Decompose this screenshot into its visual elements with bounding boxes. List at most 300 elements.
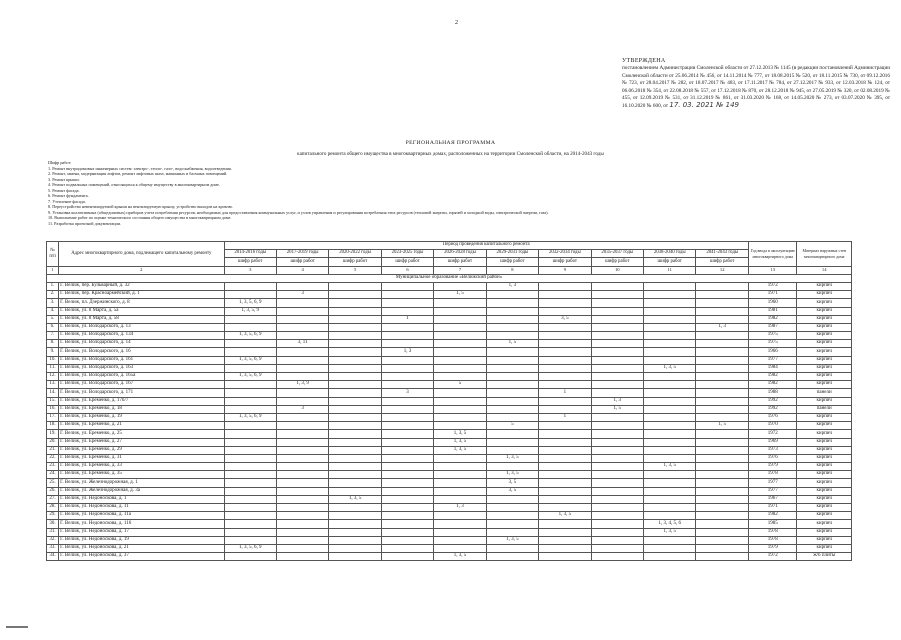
row-cipher-cell	[224, 495, 276, 503]
row-number: 24.	[47, 471, 59, 479]
row-material: кирпич	[797, 397, 852, 405]
row-cipher-cell	[644, 315, 696, 323]
cipher-label: шифр работ	[591, 258, 643, 266]
row-cipher-cell	[696, 356, 749, 364]
row-cipher-cell	[329, 405, 381, 413]
row-cipher-cell	[539, 479, 591, 487]
row-cipher-cell	[434, 536, 486, 544]
row-number: 23.	[47, 463, 59, 471]
row-address: Г. Велиж, ул. Недоноскова, д. 11	[59, 504, 224, 512]
scan-mark	[6, 626, 28, 628]
row-material: кирпич	[797, 307, 852, 315]
row-address: Г. Велиж, ул. Недоноскова, д. 37	[59, 553, 224, 561]
row-cipher-cell	[381, 332, 433, 340]
row-cipher-cell: 1, 3	[434, 504, 486, 512]
row-cipher-cell	[486, 356, 538, 364]
row-address: Г. Велиж, ул. Недоноскова, д. 11а	[59, 512, 224, 520]
row-year: 1972	[749, 553, 797, 561]
row-material: панели	[797, 389, 852, 397]
header-number: № п/п	[47, 242, 59, 267]
row-year: 1971	[749, 291, 797, 299]
row-cipher-cell	[381, 323, 433, 331]
row-address: Г. Велиж, ул. Володарского, д. 161	[59, 356, 224, 364]
row-year: 1977	[749, 487, 797, 495]
row-cipher-cell	[644, 471, 696, 479]
row-material: ж/б плиты	[797, 553, 852, 561]
row-cipher-cell	[644, 340, 696, 348]
row-cipher-cell	[434, 512, 486, 520]
period-header: 2026-2028 годы	[434, 250, 486, 258]
table-row	[47, 332, 852, 340]
row-cipher-cell	[486, 315, 538, 323]
row-cipher-cell	[539, 397, 591, 405]
row-year: 1970	[749, 422, 797, 430]
row-cipher-cell	[591, 520, 643, 528]
row-cipher-cell	[381, 340, 433, 348]
table-row	[47, 528, 852, 536]
row-number: 29.	[47, 512, 59, 520]
row-year: 1973	[749, 446, 797, 454]
table-row	[47, 471, 852, 479]
row-cipher-cell	[276, 495, 328, 503]
row-cipher-cell	[329, 504, 381, 512]
row-cipher-cell	[591, 282, 643, 290]
row-cipher-cell	[644, 323, 696, 331]
row-cipher-cell	[434, 487, 486, 495]
row-cipher-cell: 1, 5	[696, 422, 749, 430]
table-row	[47, 446, 852, 454]
row-cipher-cell	[381, 422, 433, 430]
row-cipher-cell	[381, 504, 433, 512]
period-header: 2035-2037 годы	[591, 250, 643, 258]
cipher-line: 4. Ремонт подвальных помещений, относящихся к общему имуществу в многоквартирном доме.	[48, 182, 220, 188]
row-cipher-cell	[591, 495, 643, 503]
row-cipher-cell	[329, 307, 381, 315]
row-cipher-cell	[696, 553, 749, 561]
row-address: Г. Велиж, ул. Железнодорожная, д. 3а	[59, 487, 224, 495]
row-cipher-cell: 1, 3, 5, 6, 9	[224, 356, 276, 364]
row-cipher-cell	[591, 299, 643, 307]
row-address: Г. Велиж, ул. Еременко, д. 33	[59, 463, 224, 471]
row-cipher-cell	[696, 315, 749, 323]
cipher-label: шифр работ	[486, 258, 538, 266]
row-year: 1982	[749, 381, 797, 389]
row-cipher-cell	[434, 413, 486, 421]
row-material: кирпич	[797, 323, 852, 331]
row-cipher-cell	[539, 364, 591, 372]
row-cipher-cell	[224, 348, 276, 356]
row-address: Г. Велиж, ул. Еременко, д. 31	[59, 454, 224, 462]
row-cipher-cell	[329, 512, 381, 520]
row-cipher-cell	[486, 446, 538, 454]
row-cipher-cell	[644, 487, 696, 495]
row-cipher-cell	[224, 430, 276, 438]
row-cipher-cell	[539, 471, 591, 479]
row-cipher-cell	[224, 364, 276, 372]
row-cipher-cell	[329, 364, 381, 372]
row-cipher-cell	[486, 512, 538, 520]
row-number: 6.	[47, 323, 59, 331]
row-number: 1.	[47, 282, 59, 290]
row-number: 7.	[47, 332, 59, 340]
table-row	[47, 381, 852, 389]
row-cipher-cell	[539, 544, 591, 552]
row-cipher-cell	[381, 413, 433, 421]
row-cipher-cell: 1, 3, 9	[276, 381, 328, 389]
row-year: 1971	[749, 504, 797, 512]
row-cipher-cell	[486, 389, 538, 397]
period-header: 2020-2022 годы	[329, 250, 381, 258]
row-cipher-cell	[276, 553, 328, 561]
row-cipher-cell	[276, 389, 328, 397]
row-cipher-cell	[696, 504, 749, 512]
table-row	[47, 340, 852, 348]
row-cipher-cell	[224, 454, 276, 462]
row-cipher-cell	[224, 471, 276, 479]
row-year: 1966	[749, 348, 797, 356]
row-cipher-cell	[591, 454, 643, 462]
row-cipher-cell	[539, 438, 591, 446]
row-cipher-cell	[224, 528, 276, 536]
row-cipher-cell	[381, 536, 433, 544]
row-cipher-cell	[276, 323, 328, 331]
row-cipher-cell	[591, 364, 643, 372]
column-number: 12	[696, 266, 749, 274]
row-cipher-cell: 1, 3, 5, 6, 9	[224, 299, 276, 307]
table-row	[47, 438, 852, 446]
row-cipher-cell	[224, 536, 276, 544]
table-row	[47, 487, 852, 495]
row-cipher-cell	[329, 463, 381, 471]
row-cipher-cell	[539, 348, 591, 356]
row-cipher-cell	[644, 356, 696, 364]
row-material: кирпич	[797, 291, 852, 299]
row-cipher-cell	[696, 397, 749, 405]
row-material: кирпич	[797, 381, 852, 389]
row-number: 12.	[47, 373, 59, 381]
row-cipher-cell	[381, 487, 433, 495]
row-cipher-cell	[381, 553, 433, 561]
row-cipher-cell	[224, 479, 276, 487]
row-cipher-cell	[591, 315, 643, 323]
row-cipher-cell	[276, 282, 328, 290]
row-cipher-cell: 1, 3	[591, 397, 643, 405]
row-cipher-cell	[486, 323, 538, 331]
row-cipher-cell	[644, 553, 696, 561]
row-cipher-cell	[224, 381, 276, 389]
row-cipher-cell	[644, 446, 696, 454]
row-cipher-cell	[696, 495, 749, 503]
cipher-label: шифр работ	[539, 258, 591, 266]
row-cipher-cell	[696, 454, 749, 462]
row-cipher-cell	[591, 323, 643, 331]
row-cipher-cell	[276, 487, 328, 495]
row-year: 1982	[749, 512, 797, 520]
period-header: 2023-2025 годы	[381, 250, 433, 258]
row-material: кирпич	[797, 413, 852, 421]
header-material: Материал наружных стен многоквартирного дома	[797, 242, 852, 267]
row-cipher-cell: 1, 3, 5, 9	[224, 307, 276, 315]
row-number: 19.	[47, 430, 59, 438]
period-header: 2038-2040 годы	[644, 250, 696, 258]
row-address: Г. Велиж, пер. Красноармейский, д. 1	[59, 291, 224, 299]
page-number: 2	[455, 20, 458, 26]
row-number: 13.	[47, 381, 59, 389]
row-cipher-cell	[696, 405, 749, 413]
row-cipher-cell	[539, 463, 591, 471]
row-cipher-cell	[329, 348, 381, 356]
row-cipher-cell: 3	[276, 291, 328, 299]
row-cipher-cell	[224, 520, 276, 528]
row-cipher-cell	[329, 479, 381, 487]
row-cipher-cell	[329, 454, 381, 462]
row-cipher-cell	[696, 340, 749, 348]
row-cipher-cell	[644, 422, 696, 430]
row-cipher-cell	[591, 332, 643, 340]
table-row	[47, 536, 852, 544]
row-material: кирпич	[797, 332, 852, 340]
table-row	[47, 282, 852, 290]
row-cipher-cell	[591, 536, 643, 544]
row-number: 30.	[47, 520, 59, 528]
row-cipher-cell	[696, 536, 749, 544]
row-cipher-cell	[276, 348, 328, 356]
column-number: 5	[329, 266, 381, 274]
header-period: Период проведения капитального ремонта	[224, 242, 749, 250]
row-cipher-cell	[434, 364, 486, 372]
row-cipher-cell	[224, 389, 276, 397]
row-address: Г. Велиж, пер. Бульварный, д. 32	[59, 282, 224, 290]
row-cipher-cell	[434, 520, 486, 528]
cipher-label: шифр работ	[696, 258, 749, 266]
row-material: кирпич	[797, 430, 852, 438]
row-address: Г. Велиж, ул. Володарского, д. 14	[59, 340, 224, 348]
row-material: кирпич	[797, 495, 852, 503]
cipher-line: 6. Ремонт фундамента.	[48, 193, 89, 199]
row-cipher-cell	[696, 373, 749, 381]
row-year: 1979	[749, 463, 797, 471]
row-cipher-cell	[591, 430, 643, 438]
row-year: 1977	[749, 479, 797, 487]
row-year: 1978	[749, 528, 797, 536]
row-material: кирпич	[797, 422, 852, 430]
column-number: 1	[47, 266, 59, 274]
header-address: Адрес многоквартирного дома, подлежащего капитальному ремонту	[59, 242, 224, 267]
row-cipher-cell	[696, 512, 749, 520]
row-material: кирпич	[797, 348, 852, 356]
row-cipher-cell	[644, 291, 696, 299]
row-cipher-cell	[224, 397, 276, 405]
row-cipher-cell	[486, 463, 538, 471]
row-material: кирпич	[797, 512, 852, 520]
row-cipher-cell	[276, 512, 328, 520]
table-row	[47, 291, 852, 299]
row-cipher-cell	[644, 405, 696, 413]
row-cipher-cell	[434, 471, 486, 479]
row-cipher-cell	[434, 307, 486, 315]
table-row	[47, 463, 852, 471]
cipher-label: шифр работ	[381, 258, 433, 266]
row-cipher-cell	[329, 520, 381, 528]
cipher-label: шифр работ	[329, 258, 381, 266]
cipher-label: шифр работ	[224, 258, 276, 266]
row-cipher-cell	[224, 463, 276, 471]
row-cipher-cell	[486, 291, 538, 299]
row-cipher-cell	[644, 282, 696, 290]
row-cipher-cell	[539, 520, 591, 528]
row-material: кирпич	[797, 487, 852, 495]
row-year: 1988	[749, 389, 797, 397]
table-row	[47, 348, 852, 356]
row-cipher-cell	[381, 544, 433, 552]
row-year: 1978	[749, 471, 797, 479]
row-cipher-cell	[591, 479, 643, 487]
row-material: кирпич	[797, 282, 852, 290]
row-cipher-cell	[329, 299, 381, 307]
row-material: кирпич	[797, 299, 852, 307]
column-number: 14	[797, 266, 852, 274]
approval-block	[622, 58, 890, 111]
row-cipher-cell: 1, 3	[381, 348, 433, 356]
row-cipher-cell	[696, 446, 749, 454]
row-cipher-cell	[434, 315, 486, 323]
row-cipher-cell	[276, 463, 328, 471]
row-cipher-cell	[486, 504, 538, 512]
row-material: кирпич	[797, 536, 852, 544]
row-cipher-cell	[644, 504, 696, 512]
table-row	[47, 413, 852, 421]
row-cipher-cell	[591, 487, 643, 495]
row-number: 10.	[47, 356, 59, 364]
row-year: 1992	[749, 405, 797, 413]
row-cipher-cell	[276, 413, 328, 421]
handwritten-date: 17. 03. 2021 № 149	[669, 101, 739, 110]
row-cipher-cell	[224, 315, 276, 323]
table-row	[47, 479, 852, 487]
row-address: Г. Велиж, ул. Недоноскова, д. 17	[59, 528, 224, 536]
row-cipher-cell	[381, 471, 433, 479]
row-cipher-cell	[276, 520, 328, 528]
table-row	[47, 299, 852, 307]
row-cipher-cell	[329, 389, 381, 397]
row-cipher-cell	[276, 454, 328, 462]
row-material: кирпич	[797, 315, 852, 323]
table-row	[47, 430, 852, 438]
row-address: Г. Велиж, ул. 8 Марта, д. 58	[59, 315, 224, 323]
row-cipher-cell	[434, 463, 486, 471]
row-cipher-cell	[591, 307, 643, 315]
row-cipher-cell	[329, 487, 381, 495]
row-cipher-cell	[381, 282, 433, 290]
row-cipher-cell	[224, 438, 276, 446]
row-cipher-cell	[696, 479, 749, 487]
row-cipher-cell	[434, 389, 486, 397]
row-cipher-cell: 1, 5	[591, 405, 643, 413]
row-cipher-cell	[381, 373, 433, 381]
row-cipher-cell	[276, 373, 328, 381]
row-cipher-cell: 1, 3	[486, 282, 538, 290]
row-cipher-cell	[696, 463, 749, 471]
row-cipher-cell	[329, 422, 381, 430]
row-cipher-cell: 1	[539, 413, 591, 421]
row-cipher-cell	[224, 512, 276, 520]
row-material: кирпич	[797, 364, 852, 372]
row-cipher-cell	[329, 536, 381, 544]
header-year: Год ввода в эксплуатацию многоквартирного дома	[749, 242, 797, 267]
row-cipher-cell	[696, 348, 749, 356]
row-number: 21.	[47, 446, 59, 454]
row-cipher-cell: 1, 3	[696, 323, 749, 331]
row-address: Г. Велиж, ул. Володарского, д. 165а	[59, 373, 224, 381]
row-cipher-cell	[486, 405, 538, 413]
period-header: 2032-2034 годы	[539, 250, 591, 258]
row-material: кирпич	[797, 528, 852, 536]
row-cipher-cell	[434, 323, 486, 331]
row-cipher-cell	[591, 544, 643, 552]
row-number: 14.	[47, 389, 59, 397]
row-cipher-cell	[539, 504, 591, 512]
row-year: 1984	[749, 364, 797, 372]
row-cipher-cell	[381, 454, 433, 462]
row-cipher-cell	[591, 356, 643, 364]
row-address: Г. Велиж, ул. Еременко, д. 21	[59, 422, 224, 430]
row-address: Г. Велиж, ул. Недоноскова, д. 19	[59, 536, 224, 544]
row-year: 1977	[749, 356, 797, 364]
cipher-line: 8. Переустройство невентилируемой крыши на вентилируемую крышу, устройство выходов на кровлю.	[48, 204, 233, 210]
row-cipher-cell: 3, 5	[486, 487, 538, 495]
row-cipher-cell	[644, 373, 696, 381]
row-year: 1981	[749, 307, 797, 315]
table-row	[47, 356, 852, 364]
row-cipher-cell	[486, 438, 538, 446]
cipher-line: 9. Установка коллективных (общедомовых) приборов учета потребления ресурсов, необходимых для предоставления коммунальных услуг, и узлов управления и регулирования потребления этих ресурсов (тепловой энергии, горячей и холодной воды, электрической энергии, газа).	[48, 209, 549, 215]
row-year: 1960	[749, 299, 797, 307]
row-cipher-cell	[539, 422, 591, 430]
table-row	[47, 307, 852, 315]
row-address: Г. Велиж, ул. Володарского, д. 163	[59, 364, 224, 372]
period-header: 2029-2031 годы	[486, 250, 538, 258]
row-cipher-cell	[434, 340, 486, 348]
table-row	[47, 512, 852, 520]
table-row	[47, 422, 852, 430]
table-row	[47, 389, 852, 397]
row-year: 1979	[749, 544, 797, 552]
column-number: 7	[434, 266, 486, 274]
row-material: кирпич	[797, 340, 852, 348]
row-cipher-cell	[644, 454, 696, 462]
row-year: 1987	[749, 323, 797, 331]
row-material: кирпич	[797, 463, 852, 471]
row-cipher-cell: 1, 3, 5	[644, 463, 696, 471]
row-cipher-cell	[434, 454, 486, 462]
row-material: кирпич	[797, 454, 852, 462]
column-number: 2	[59, 266, 224, 274]
row-cipher-cell	[644, 438, 696, 446]
row-year: 1967	[749, 495, 797, 503]
table-row	[47, 553, 852, 561]
row-cipher-cell	[329, 528, 381, 536]
row-year: 1975	[749, 340, 797, 348]
row-cipher-cell: 1, 3, 5	[486, 471, 538, 479]
row-cipher-cell	[644, 413, 696, 421]
row-cipher-cell	[644, 381, 696, 389]
row-cipher-cell	[381, 307, 433, 315]
row-material: кирпич	[797, 356, 852, 364]
row-address: Г. Велиж, ул. Володарского, д. 167	[59, 381, 224, 389]
row-cipher-cell	[644, 389, 696, 397]
cipher-line: 3. Ремонт крыши.	[48, 176, 80, 182]
row-cipher-cell	[539, 454, 591, 462]
